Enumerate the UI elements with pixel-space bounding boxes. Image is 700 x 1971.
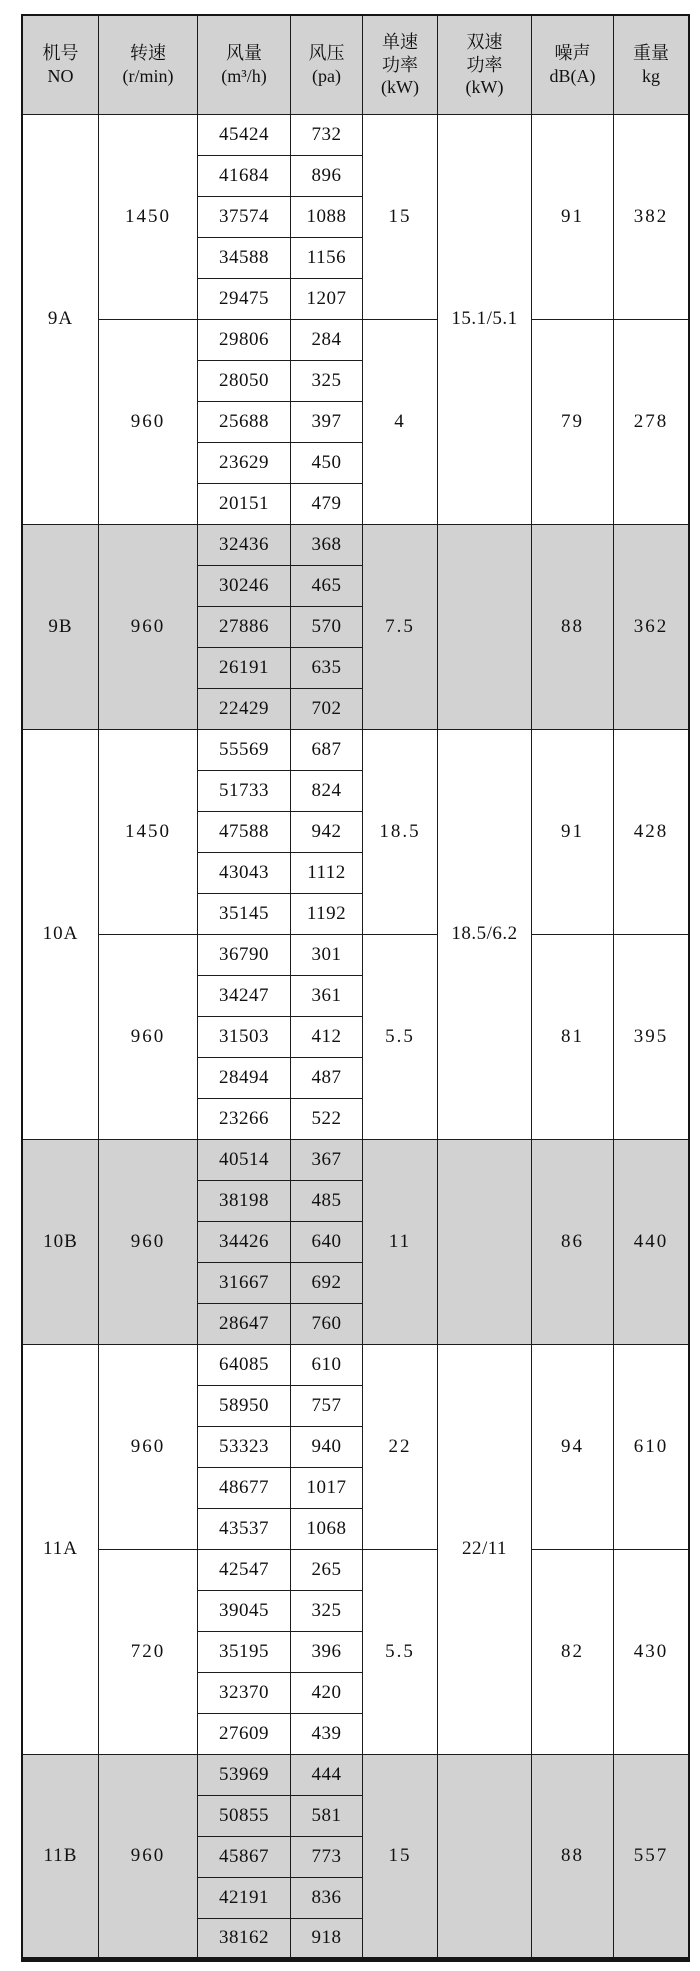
cell-pressure: 1112	[291, 852, 363, 893]
cell-airflow: 32436	[198, 524, 291, 565]
table-row	[22, 1754, 689, 1795]
cell-pressure: 284	[291, 319, 363, 360]
cell-pressure: 361	[291, 975, 363, 1016]
cell-airflow: 29806	[198, 319, 291, 360]
cell-airflow: 50855	[198, 1795, 291, 1836]
cell-pressure: 396	[291, 1631, 363, 1672]
cell-single-power: 11	[363, 1139, 438, 1344]
cell-noise: 86	[532, 1139, 614, 1344]
cell-pressure: 522	[291, 1098, 363, 1139]
column-header-noise: 噪声 dB(A)	[532, 15, 614, 114]
cell-dual-power	[438, 1139, 532, 1344]
cell-airflow: 29475	[198, 278, 291, 319]
cell-weight: 428	[614, 729, 690, 934]
cell-noise: 82	[532, 1549, 614, 1754]
cell-weight: 430	[614, 1549, 690, 1754]
table-body	[22, 114, 689, 1959]
cell-airflow: 28647	[198, 1303, 291, 1344]
table-row	[22, 114, 689, 155]
cell-airflow: 45424	[198, 114, 291, 155]
cell-pressure: 325	[291, 360, 363, 401]
cell-pressure: 940	[291, 1426, 363, 1467]
cell-pressure: 635	[291, 647, 363, 688]
cell-pressure: 301	[291, 934, 363, 975]
cell-weight: 610	[614, 1344, 690, 1549]
cell-pressure: 1207	[291, 278, 363, 319]
cell-pressure: 824	[291, 770, 363, 811]
cell-pressure: 581	[291, 1795, 363, 1836]
cell-pressure: 412	[291, 1016, 363, 1057]
cell-pressure: 265	[291, 1549, 363, 1590]
cell-pressure: 836	[291, 1877, 363, 1918]
cell-airflow: 23266	[198, 1098, 291, 1139]
table-row	[22, 1139, 689, 1180]
cell-pressure: 485	[291, 1180, 363, 1221]
column-header-weight: 重量 kg	[614, 15, 690, 114]
cell-pressure: 610	[291, 1344, 363, 1385]
cell-speed: 960	[99, 1139, 198, 1344]
cell-pressure: 1017	[291, 1467, 363, 1508]
column-header-speed: 转速 (r/min)	[99, 15, 198, 114]
cell-airflow: 51733	[198, 770, 291, 811]
table-row	[22, 729, 689, 770]
cell-airflow: 35195	[198, 1631, 291, 1672]
cell-airflow: 36790	[198, 934, 291, 975]
cell-pressure: 942	[291, 811, 363, 852]
cell-noise: 81	[532, 934, 614, 1139]
cell-noise: 91	[532, 114, 614, 319]
cell-airflow: 53969	[198, 1754, 291, 1795]
cell-airflow: 38198	[198, 1180, 291, 1221]
cell-dual-power: 15.1/5.1	[438, 114, 532, 524]
cell-airflow: 30246	[198, 565, 291, 606]
column-header-dual-speed-power: 双速 功率 (kW)	[438, 15, 532, 114]
table-row	[22, 524, 689, 565]
cell-pressure: 479	[291, 483, 363, 524]
cell-pressure: 1088	[291, 196, 363, 237]
cell-single-power: 22	[363, 1344, 438, 1549]
cell-model: 11B	[22, 1754, 99, 1959]
cell-pressure: 397	[291, 401, 363, 442]
column-header-pressure: 风压 (pa)	[291, 15, 363, 114]
cell-single-power: 5.5	[363, 934, 438, 1139]
cell-weight: 362	[614, 524, 690, 729]
cell-speed: 960	[99, 1344, 198, 1549]
table-row	[22, 319, 689, 360]
cell-noise: 88	[532, 1754, 614, 1959]
cell-airflow: 34426	[198, 1221, 291, 1262]
cell-pressure: 702	[291, 688, 363, 729]
cell-pressure: 1068	[291, 1508, 363, 1549]
cell-airflow: 42191	[198, 1877, 291, 1918]
cell-airflow: 25688	[198, 401, 291, 442]
cell-airflow: 58950	[198, 1385, 291, 1426]
cell-airflow: 40514	[198, 1139, 291, 1180]
cell-airflow: 48677	[198, 1467, 291, 1508]
cell-pressure: 732	[291, 114, 363, 155]
cell-pressure: 896	[291, 155, 363, 196]
cell-airflow: 34588	[198, 237, 291, 278]
fan-spec-table-wrap	[21, 14, 690, 1962]
cell-airflow: 20151	[198, 483, 291, 524]
cell-airflow: 41684	[198, 155, 291, 196]
cell-speed: 720	[99, 1549, 198, 1754]
cell-airflow: 37574	[198, 196, 291, 237]
cell-airflow: 55569	[198, 729, 291, 770]
cell-airflow: 27886	[198, 606, 291, 647]
cell-speed: 1450	[99, 729, 198, 934]
table-row	[22, 1344, 689, 1385]
cell-airflow: 28494	[198, 1057, 291, 1098]
fan-spec-table	[21, 14, 690, 1962]
cell-noise: 94	[532, 1344, 614, 1549]
cell-airflow: 31667	[198, 1262, 291, 1303]
cell-airflow: 32370	[198, 1672, 291, 1713]
cell-airflow: 43537	[198, 1508, 291, 1549]
cell-pressure: 367	[291, 1139, 363, 1180]
cell-airflow: 27609	[198, 1713, 291, 1754]
cell-speed: 960	[99, 1754, 198, 1959]
cell-pressure: 465	[291, 565, 363, 606]
cell-airflow: 47588	[198, 811, 291, 852]
cell-model: 9A	[22, 114, 99, 524]
cell-speed: 960	[99, 934, 198, 1139]
cell-model: 9B	[22, 524, 99, 729]
cell-pressure: 450	[291, 442, 363, 483]
cell-noise: 88	[532, 524, 614, 729]
cell-single-power: 15	[363, 1754, 438, 1959]
cell-pressure: 640	[291, 1221, 363, 1262]
cell-single-power: 5.5	[363, 1549, 438, 1754]
cell-airflow: 26191	[198, 647, 291, 688]
cell-pressure: 760	[291, 1303, 363, 1344]
cell-speed: 960	[99, 524, 198, 729]
cell-airflow: 23629	[198, 442, 291, 483]
cell-airflow: 22429	[198, 688, 291, 729]
header-row	[22, 15, 689, 114]
table-header	[22, 15, 689, 114]
cell-pressure: 444	[291, 1754, 363, 1795]
cell-pressure: 439	[291, 1713, 363, 1754]
cell-airflow: 42547	[198, 1549, 291, 1590]
cell-airflow: 64085	[198, 1344, 291, 1385]
cell-weight: 440	[614, 1139, 690, 1344]
table-row	[22, 934, 689, 975]
cell-weight: 382	[614, 114, 690, 319]
cell-single-power: 4	[363, 319, 438, 524]
cell-speed: 1450	[99, 114, 198, 319]
cell-airflow: 53323	[198, 1426, 291, 1467]
cell-airflow: 31503	[198, 1016, 291, 1057]
cell-noise: 79	[532, 319, 614, 524]
column-header-airflow: 风量 (m³/h)	[198, 15, 291, 114]
cell-pressure: 570	[291, 606, 363, 647]
cell-weight: 557	[614, 1754, 690, 1959]
cell-pressure: 368	[291, 524, 363, 565]
cell-single-power: 15	[363, 114, 438, 319]
cell-weight: 278	[614, 319, 690, 524]
cell-pressure: 325	[291, 1590, 363, 1631]
cell-pressure: 692	[291, 1262, 363, 1303]
table-row	[22, 1549, 689, 1590]
cell-noise: 91	[532, 729, 614, 934]
cell-airflow: 34247	[198, 975, 291, 1016]
cell-pressure: 487	[291, 1057, 363, 1098]
cell-pressure: 1192	[291, 893, 363, 934]
cell-airflow: 28050	[198, 360, 291, 401]
cell-airflow: 35145	[198, 893, 291, 934]
cell-pressure: 420	[291, 1672, 363, 1713]
cell-airflow: 45867	[198, 1836, 291, 1877]
cell-pressure: 757	[291, 1385, 363, 1426]
cell-model: 10B	[22, 1139, 99, 1344]
cell-speed: 960	[99, 319, 198, 524]
column-header-single-speed-power: 单速 功率 (kW)	[363, 15, 438, 114]
column-header-model-no: 机号 NO	[22, 15, 99, 114]
cell-model: 11A	[22, 1344, 99, 1754]
cell-airflow: 38162	[198, 1918, 291, 1959]
cell-pressure: 773	[291, 1836, 363, 1877]
cell-single-power: 18.5	[363, 729, 438, 934]
cell-weight: 395	[614, 934, 690, 1139]
cell-dual-power: 22/11	[438, 1344, 532, 1754]
cell-pressure: 918	[291, 1918, 363, 1959]
cell-dual-power	[438, 524, 532, 729]
cell-model: 10A	[22, 729, 99, 1139]
cell-airflow: 43043	[198, 852, 291, 893]
cell-dual-power: 18.5/6.2	[438, 729, 532, 1139]
cell-airflow: 39045	[198, 1590, 291, 1631]
cell-single-power: 7.5	[363, 524, 438, 729]
cell-pressure: 687	[291, 729, 363, 770]
cell-pressure: 1156	[291, 237, 363, 278]
cell-dual-power	[438, 1754, 532, 1959]
